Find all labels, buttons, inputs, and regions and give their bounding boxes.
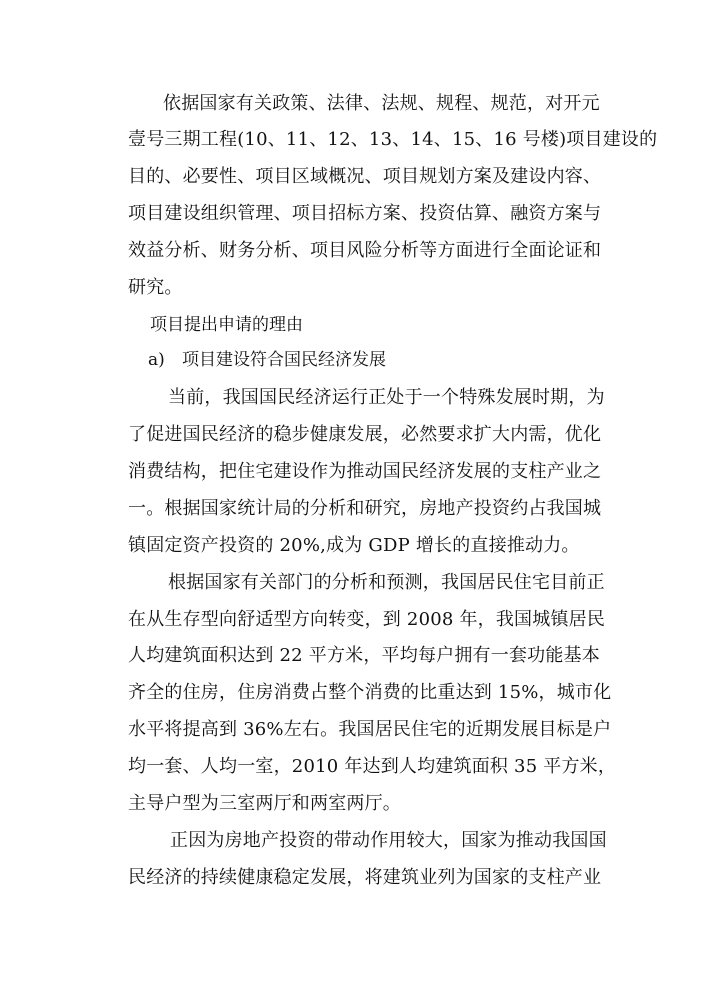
paragraph-line: 了促进国民经济的稳步健康发展，必然要求扩大内需，优化	[128, 424, 602, 445]
paragraph-line: 主导户型为三室两厅和两室两厅。	[128, 793, 401, 814]
paragraph-line: 壹号三期工程(10、11、12、13、14、15、16 号楼)项目建设的	[128, 129, 658, 150]
paragraph-line: 水平将提高到 36%左右。我国居民住宅的近期发展目标是户	[128, 719, 612, 740]
paragraph-line: 正因为房地产投资的带动作用较大，国家为推动我国国	[170, 830, 607, 851]
section-heading: 项目提出申请的理由	[150, 315, 303, 335]
paragraph-line: 民经济的持续健康稳定发展，将建筑业列为国家的支柱产业	[128, 867, 602, 888]
paragraph-line: 当前，我国国民经济运行正处于一个特殊发展时期，为	[168, 387, 605, 408]
paragraph-line: 消费结构，把住宅建设作为推动国民经济发展的支柱产业之	[128, 461, 602, 482]
paragraph-line: 目的、必要性、项目区域概况、项目规划方案及建设内容、	[128, 166, 602, 187]
paragraph-line: 根据国家有关部门的分析和预测，我国居民住宅目前正	[168, 572, 605, 593]
paragraph-line: 镇固定资产投资的 20%,成为 GDP 增长的直接推动力。	[128, 535, 580, 556]
paragraph-line: 效益分析、财务分析、项目风险分析等方面进行全面论证和	[128, 240, 602, 261]
paragraph-line: 项目建设组织管理、项目招标方案、投资估算、融资方案与	[128, 203, 602, 224]
paragraph-line: 人均建筑面积达到 22 平方米，平均每户拥有一套功能基本	[128, 645, 600, 666]
paragraph-line: 一。根据国家统计局的分析和研究，房地产投资约占我国城	[128, 498, 602, 519]
paragraph-line: 依据国家有关政策、法律、法规、规程、规范，对开元	[163, 93, 600, 114]
subsection-title: 项目建设符合国民经济发展	[182, 350, 386, 370]
paragraph-line: 齐全的住房，住房消费占整个消费的比重达到 15%，城市化	[128, 682, 612, 703]
paragraph-line: 在从生存型向舒适型方向转变，到 2008 年，我国城镇居民	[128, 609, 606, 630]
paragraph-line: 均一套、人均一室，2010 年达到人均建筑面积 35 平方米，	[128, 756, 617, 777]
paragraph-line: 研究。	[128, 277, 183, 298]
subsection-marker: a)	[148, 350, 165, 370]
